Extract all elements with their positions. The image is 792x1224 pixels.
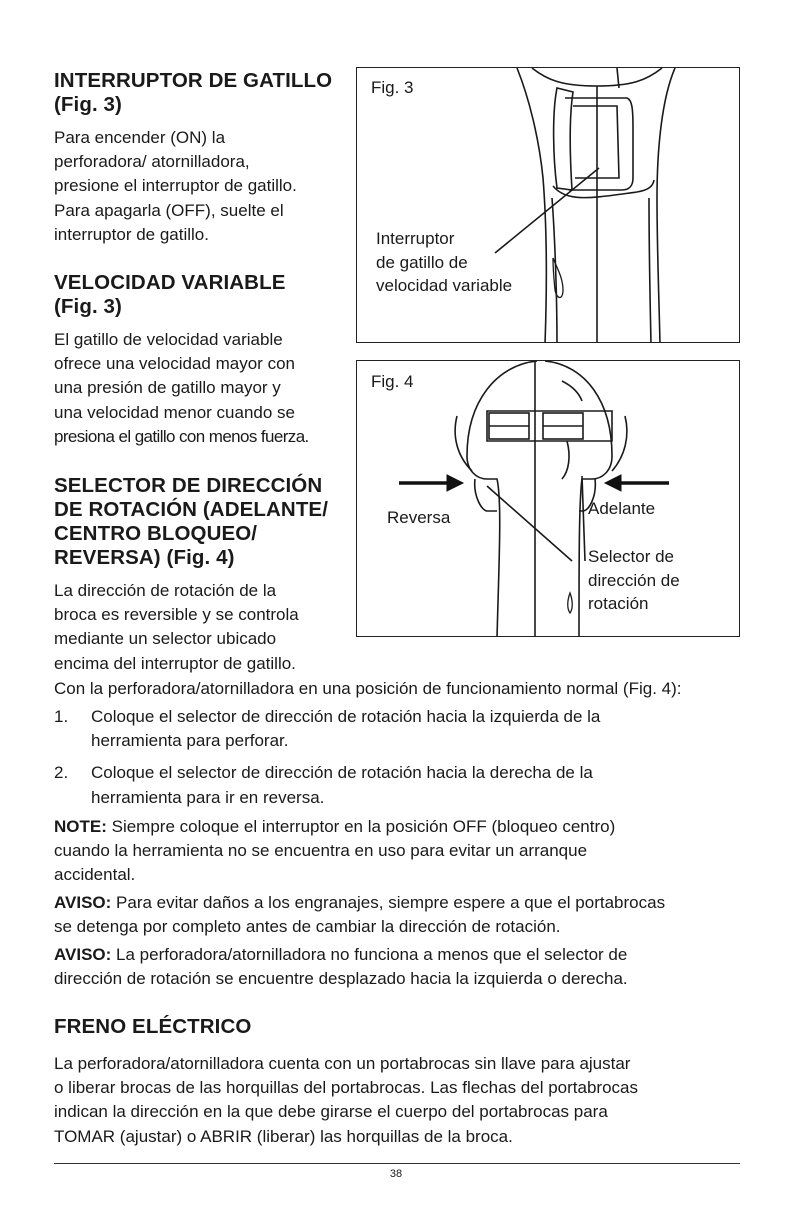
figure-label: Fig. 4 [371, 372, 414, 391]
aviso-paragraph: AVISO: Para evitar daños a los engranajes, siempre espere a que el portabrocas se detenga por completo antes de cambiar la dirección de rotación. [54, 893, 666, 937]
note-paragraph: NOTE: Siempre coloque el interruptor en la posición OFF (bloqueo centro) cuando la herramienta no se encuentra en uso para evitar un arranque accidental. [54, 817, 616, 885]
section-body: La perforadora/atornilladora cuenta con un portabrocas sin llave para ajustar o liberar brocas de las horquillas del portabrocas. Las flechas del portabrocas indican la dirección en la que debe girarse el cuerpo del portabrocas para TOMAR (ajustar) o ABRIR (liberar) las horquillas de la broca. [54, 1054, 638, 1146]
section-body: Para encender (ON) la perforadora/ atornilladora, presione el interruptor de gatillo. Para apagarla (OFF), suelte el interruptor de gatillo. [54, 128, 297, 244]
figure-4 [356, 360, 740, 637]
trigger-callout: Interruptor de gatillo de velocidad variable [376, 229, 513, 295]
drill-trigger-illustration [357, 68, 740, 343]
section-title: SELECTOR DE DIRECCIÓN DE ROTACIÓN (ADELANTE/ CENTRO BLOQUEO/ REVERSA) (Fig. 4) [54, 474, 329, 569]
page-number: 38 [389, 1168, 403, 1180]
forward-label: Adelante [588, 499, 656, 518]
figure-3 [356, 67, 740, 343]
list-item: 2. Coloque el selector de dirección de rotación hacia la derecha de la herramienta para ir en reversa. [54, 763, 593, 807]
section-title: INTERRUPTOR DE GATILLO (Fig. 3) [54, 69, 333, 116]
section-trigger [54, 69, 354, 247]
section-title: VELOCIDAD VARIABLE (Fig. 3) [54, 271, 286, 318]
drill-selector-illustration [357, 361, 740, 637]
reverse-label: Reversa [387, 508, 451, 527]
section-body: La dirección de rotación de la broca es reversible y se controla mediante un selector ubicado encima del interruptor de gatillo. [54, 581, 299, 673]
aviso-paragraph: AVISO: La perforadora/atornilladora no funciona a menos que el selector de dirección de rotación se encuentre desplazado hacia la izquierda o derecha. [54, 945, 628, 989]
section-title-electric-brake: FRENO ELÉCTRICO [54, 1015, 252, 1038]
steps-list [54, 705, 754, 810]
list-item: 1. Coloque el selector de dirección de rotación hacia la izquierda de la herramienta para perforar. [54, 707, 601, 751]
footer-divider [54, 1163, 740, 1164]
intro-paragraph: Con la perforadora/atornilladora en una posición de funcionamiento normal (Fig. 4): [54, 679, 682, 698]
section-direction-selector [54, 474, 354, 676]
selector-callout: Selector de dirección de rotación [588, 547, 680, 613]
section-body: El gatillo de velocidad variable ofrece una velocidad mayor con una presión de gatillo mayor y una velocidad menor cuando se presiona el gatillo con menos fuerza. [54, 330, 309, 446]
section-variable-speed [54, 271, 359, 449]
figure-label: Fig. 3 [371, 78, 414, 97]
